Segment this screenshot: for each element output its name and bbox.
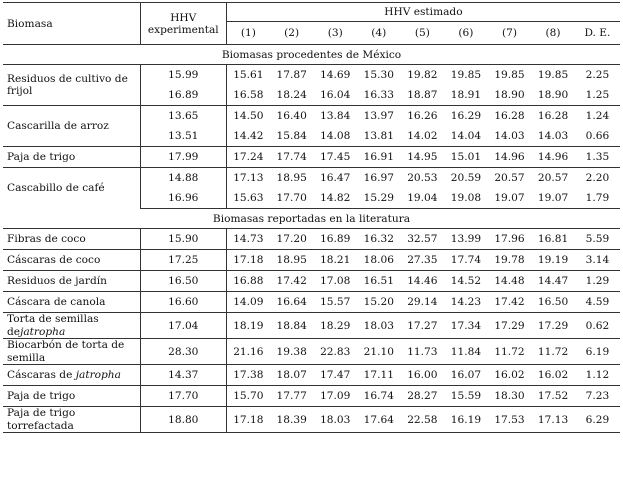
hhv-estimado-cell: 17.29 (488, 313, 532, 339)
section-title: Biomasas reportadas en la literatura (3, 209, 620, 229)
hhv-estimado-cell: 15.63 (226, 188, 270, 209)
hhv-estimado-cell: 17.70 (270, 188, 314, 209)
hhv-estimado-cell: 18.24 (276, 89, 307, 101)
de-cell: 2.25 (585, 69, 610, 81)
biomass-name: Paja de trigo torrefactada (3, 407, 140, 433)
hhv-estimado-cell: 14.02 (407, 130, 438, 142)
biomass-name: Cascarilla de arroz (3, 106, 140, 147)
hhv-estimado-cell: 15.57 (313, 292, 357, 313)
hhv-experimental-cell: 13.51 (140, 126, 226, 147)
de-cell: 4.59 (575, 292, 620, 313)
hhv-estimado-cell: 17.42 (270, 271, 314, 292)
hhv-estimado-cell: 11.73 (401, 339, 445, 365)
hhv-estimado-cell: 16.91 (357, 147, 401, 168)
hhv-estimado-cell: 15.30 (363, 69, 394, 81)
biomass-name: Cáscaras de coco (3, 250, 140, 271)
hhv-estimado-cell: 17.74 (270, 147, 314, 168)
hhv-estimado-cell: 16.40 (270, 106, 314, 127)
de-cell: 5.59 (585, 233, 610, 245)
hhv-estimado-cell: 17.11 (357, 365, 401, 386)
hhv-estimado-cell: 19.07 (531, 188, 575, 209)
hhv-estimado-cell: 19.85 (537, 69, 569, 81)
biomass-name: Fibras de coco (7, 232, 86, 245)
hhv-estimado-cell: 18.95 (270, 250, 314, 271)
hhv-experimental-cell: 18.80 (140, 407, 226, 433)
hhv-estimado-cell: 17.52 (531, 386, 575, 407)
hhv-estimado-cell: 18.19 (226, 313, 270, 339)
hhv-estimado-cell: 14.23 (444, 292, 488, 313)
hhv-estimado-cell: 17.20 (276, 233, 307, 245)
hhv-estimado-cell: 17.47 (313, 365, 357, 386)
hhv-estimado-cell: 19.85 (494, 69, 525, 81)
hhv-estimado-cell: 17.64 (357, 407, 401, 433)
hhv-estimado-cell: 14.03 (537, 130, 569, 142)
hhv-estimado-cell: 22.58 (401, 407, 445, 433)
section-title: Biomasas procedentes de México (3, 45, 620, 65)
hhv-estimado-cell: 15.01 (444, 147, 488, 168)
hhv-estimado-cell: 13.81 (363, 130, 394, 142)
header-hhv-estimado: HHV estimado (226, 3, 620, 22)
de-cell: 1.79 (575, 188, 620, 209)
hhv-estimado-cell: 20.57 (531, 168, 575, 189)
hhv-estimado-cell: 16.02 (531, 365, 575, 386)
hhv-estimado-cell: 16.32 (363, 233, 394, 245)
header-hhv-experimental (140, 3, 226, 45)
header-col-4: (4) (357, 22, 401, 45)
hhv-estimado-cell: 16.29 (444, 106, 488, 127)
hhv-estimado-cell: 18.07 (270, 365, 314, 386)
hhv-estimado-cell: 18.21 (313, 250, 357, 271)
biomass-name: Cascabillo de café (3, 168, 140, 209)
hhv-estimado-cell: 17.53 (488, 407, 532, 433)
hhv-estimado-cell: 21.10 (357, 339, 401, 365)
hhv-experimental-cell: 17.04 (140, 313, 226, 339)
hhv-estimado-cell: 17.38 (226, 365, 270, 386)
table-row (3, 147, 620, 168)
hhv-estimado-cell: 21.16 (226, 339, 270, 365)
hhv-estimado-cell: 14.03 (494, 130, 525, 142)
hhv-estimado-cell: 18.84 (270, 313, 314, 339)
hhv-estimado-cell: 16.26 (401, 106, 445, 127)
hhv-estimado-cell: 16.64 (270, 292, 314, 313)
hhv-experimental-cell: 15.90 (140, 229, 226, 250)
hhv-estimado-cell: 14.82 (313, 188, 357, 209)
table-row (3, 407, 620, 433)
hhv-estimado-cell: 19.82 (407, 69, 438, 81)
hhv-estimado-cell: 17.74 (444, 250, 488, 271)
hhv-estimado-cell: 16.58 (226, 85, 270, 106)
hhv-estimado-cell: 16.28 (531, 106, 575, 127)
hhv-estimado-cell: 16.88 (226, 271, 270, 292)
hhv-estimado-cell: 19.07 (488, 188, 532, 209)
hhv-estimado-cell: 18.29 (313, 313, 357, 339)
hhv-estimado-cell: 17.77 (270, 386, 314, 407)
hhv-estimado-cell: 29.14 (401, 292, 445, 313)
hhv-estimado-cell: 18.03 (313, 407, 357, 433)
hhv-estimado-cell: 14.96 (531, 147, 575, 168)
hhv-estimado-cell: 11.72 (488, 339, 532, 365)
hhv-estimado-cell: 15.29 (357, 188, 401, 209)
hhv-estimado-cell: 14.69 (320, 69, 351, 81)
header-col-7: (7) (488, 22, 532, 45)
hhv-estimado-cell: 17.13 (226, 168, 270, 189)
hhv-experimental-cell: 16.50 (140, 271, 226, 292)
hhv-estimado-cell: 19.08 (444, 188, 488, 209)
hhv-estimado-cell: 16.74 (357, 386, 401, 407)
table-row (3, 313, 620, 339)
hhv-estimado-cell: 16.51 (357, 271, 401, 292)
hhv-estimado-cell: 20.53 (401, 168, 445, 189)
hhv-estimado-cell: 16.00 (401, 365, 445, 386)
hhv-estimado-cell: 18.90 (494, 89, 525, 101)
biomass-name-part: Cáscaras de (7, 368, 76, 381)
hhv-estimado-cell: 16.89 (320, 233, 351, 245)
de-cell: 0.62 (575, 313, 620, 339)
hhv-experimental-cell: 17.25 (140, 250, 226, 271)
hhv-estimado-cell: 17.18 (226, 407, 270, 433)
table-row (3, 168, 620, 189)
biomass-name: Paja de trigo (3, 386, 140, 407)
header-col-8: (8) (531, 22, 575, 45)
section-row (3, 209, 620, 229)
hhv-estimado-cell: 16.02 (488, 365, 532, 386)
table-row (3, 65, 620, 86)
hhv-estimado-cell: 15.84 (276, 130, 307, 142)
hhv-estimado-cell: 16.04 (320, 89, 351, 101)
hhv-estimado-cell: 18.06 (357, 250, 401, 271)
table-row (3, 339, 620, 365)
hhv-estimado-cell: 16.81 (537, 233, 569, 245)
hhv-experimental-cell: 16.60 (140, 292, 226, 313)
hhv-estimado-cell: 20.57 (488, 168, 532, 189)
hhv-experimental-cell: 17.70 (140, 386, 226, 407)
hhv-experimental-cell: 17.99 (140, 147, 226, 168)
biomass-name (3, 313, 140, 339)
hhv-estimado-cell: 17.18 (226, 250, 270, 271)
hhv-table (3, 2, 620, 433)
hhv-estimado-cell: 17.42 (488, 292, 532, 313)
hhv-estimado-cell: 19.85 (450, 69, 482, 81)
hhv-estimado-cell: 15.61 (226, 65, 270, 86)
biomass-name: Cáscara de canola (3, 292, 140, 313)
hhv-estimado-cell: 16.28 (488, 106, 532, 127)
hhv-estimado-cell: 19.04 (401, 188, 445, 209)
header-experimental-label: experimental (147, 23, 219, 36)
hhv-estimado-cell: 15.70 (226, 386, 270, 407)
header-col-6: (6) (444, 22, 488, 45)
hhv-estimado-cell: 17.08 (313, 271, 357, 292)
hhv-estimado-cell: 17.13 (531, 407, 575, 433)
header-col-3: (3) (313, 22, 357, 45)
hhv-estimado-cell: 15.20 (357, 292, 401, 313)
biomass-name: Residuos de cultivo de frijol (7, 72, 128, 97)
hhv-experimental-cell: 28.30 (140, 339, 226, 365)
biomass-name-part: Torta de semillas de (7, 313, 99, 338)
hhv-estimado-cell: 19.38 (270, 339, 314, 365)
hhv-estimado-cell: 16.33 (363, 89, 394, 101)
hhv-estimado-cell: 17.29 (531, 313, 575, 339)
hhv-estimado-cell: 17.87 (276, 69, 307, 81)
hhv-estimado-cell: 18.03 (357, 313, 401, 339)
hhv-estimado-cell: 16.07 (444, 365, 488, 386)
hhv-estimado-cell: 17.34 (444, 313, 488, 339)
biomass-name-italic: jatropha (20, 325, 66, 338)
hhv-estimado-cell: 14.08 (320, 130, 351, 142)
hhv-estimado-cell: 16.97 (357, 168, 401, 189)
hhv-estimado-cell: 13.99 (450, 233, 482, 245)
hhv-estimado-cell: 17.45 (313, 147, 357, 168)
biomass-name: Residuos de jardín (3, 271, 140, 292)
header-biomasa: Biomasa (3, 3, 140, 45)
hhv-estimado-cell: 14.47 (531, 271, 575, 292)
hhv-experimental-cell: 14.37 (140, 365, 226, 386)
section-row (3, 45, 620, 65)
hhv-estimado-cell: 14.95 (401, 147, 445, 168)
hhv-estimado-cell: 32.57 (407, 233, 438, 245)
hhv-estimado-cell: 19.78 (488, 250, 532, 271)
hhv-estimado-cell: 18.30 (488, 386, 532, 407)
hhv-estimado-cell: 16.47 (313, 168, 357, 189)
header-hhv-label: HHV (170, 11, 197, 24)
de-cell: 1.12 (575, 365, 620, 386)
table-row (3, 229, 620, 250)
hhv-estimado-cell: 17.27 (401, 313, 445, 339)
de-cell: 6.29 (575, 407, 620, 433)
table-row (3, 365, 620, 386)
hhv-estimado-cell: 15.59 (444, 386, 488, 407)
biomass-name: Biocarbón de torta de semilla (3, 339, 140, 365)
hhv-estimado-cell: 27.35 (401, 250, 445, 271)
hhv-estimado-cell: 11.72 (531, 339, 575, 365)
hhv-estimado-cell: 11.84 (444, 339, 488, 365)
header-col-2: (2) (270, 22, 314, 45)
table-row (3, 271, 620, 292)
hhv-estimado-cell: 14.52 (444, 271, 488, 292)
hhv-estimado-cell: 14.96 (488, 147, 532, 168)
table-row (3, 386, 620, 407)
de-cell: 6.19 (575, 339, 620, 365)
hhv-estimado-cell: 14.04 (450, 130, 482, 142)
hhv-estimado-cell: 18.90 (537, 89, 569, 101)
hhv-experimental-cell: 16.89 (140, 85, 226, 106)
hhv-estimado-cell: 22.83 (313, 339, 357, 365)
header-col-1: (1) (226, 22, 270, 45)
hhv-estimado-cell: 14.46 (401, 271, 445, 292)
de-cell: 1.35 (575, 147, 620, 168)
hhv-estimado-cell: 13.97 (357, 106, 401, 127)
hhv-estimado-cell: 14.48 (488, 271, 532, 292)
hhv-estimado-cell: 13.84 (313, 106, 357, 127)
de-cell: 3.14 (575, 250, 620, 271)
hhv-experimental-cell: 14.88 (140, 168, 226, 189)
header-col-5: (5) (401, 22, 445, 45)
table-row (3, 292, 620, 313)
hhv-estimado-cell: 14.73 (226, 229, 270, 250)
biomass-name-italic: jatropha (75, 368, 121, 381)
de-cell: 0.66 (585, 130, 610, 142)
hhv-experimental-cell: 16.96 (140, 188, 226, 209)
hhv-estimado-cell: 17.24 (226, 147, 270, 168)
hhv-estimado-cell: 18.87 (407, 89, 438, 101)
biomass-name: Paja de trigo (3, 147, 140, 168)
hhv-estimado-cell: 18.95 (270, 168, 314, 189)
hhv-estimado-cell: 14.50 (226, 106, 270, 127)
hhv-estimado-cell: 14.42 (226, 126, 270, 147)
hhv-estimado-cell: 17.96 (494, 233, 525, 245)
hhv-estimado-cell: 20.59 (444, 168, 488, 189)
hhv-estimado-cell: 16.19 (444, 407, 488, 433)
hhv-estimado-cell: 18.91 (450, 89, 482, 101)
de-cell: 1.29 (575, 271, 620, 292)
hhv-estimado-cell: 28.27 (401, 386, 445, 407)
de-cell: 7.23 (575, 386, 620, 407)
table-row (3, 106, 620, 127)
table-row (3, 250, 620, 271)
hhv-experimental-cell: 13.65 (140, 106, 226, 127)
hhv-estimado-cell: 19.19 (531, 250, 575, 271)
hhv-estimado-cell: 14.09 (226, 292, 270, 313)
hhv-estimado-cell: 16.50 (531, 292, 575, 313)
de-cell: 1.24 (575, 106, 620, 127)
hhv-experimental-cell: 15.99 (140, 65, 226, 86)
header-col-9: D. E. (575, 22, 620, 45)
de-cell: 2.20 (575, 168, 620, 189)
hhv-estimado-cell: 18.39 (270, 407, 314, 433)
hhv-estimado-cell: 17.09 (313, 386, 357, 407)
biomass-name (3, 365, 140, 386)
de-cell: 1.25 (585, 89, 610, 101)
